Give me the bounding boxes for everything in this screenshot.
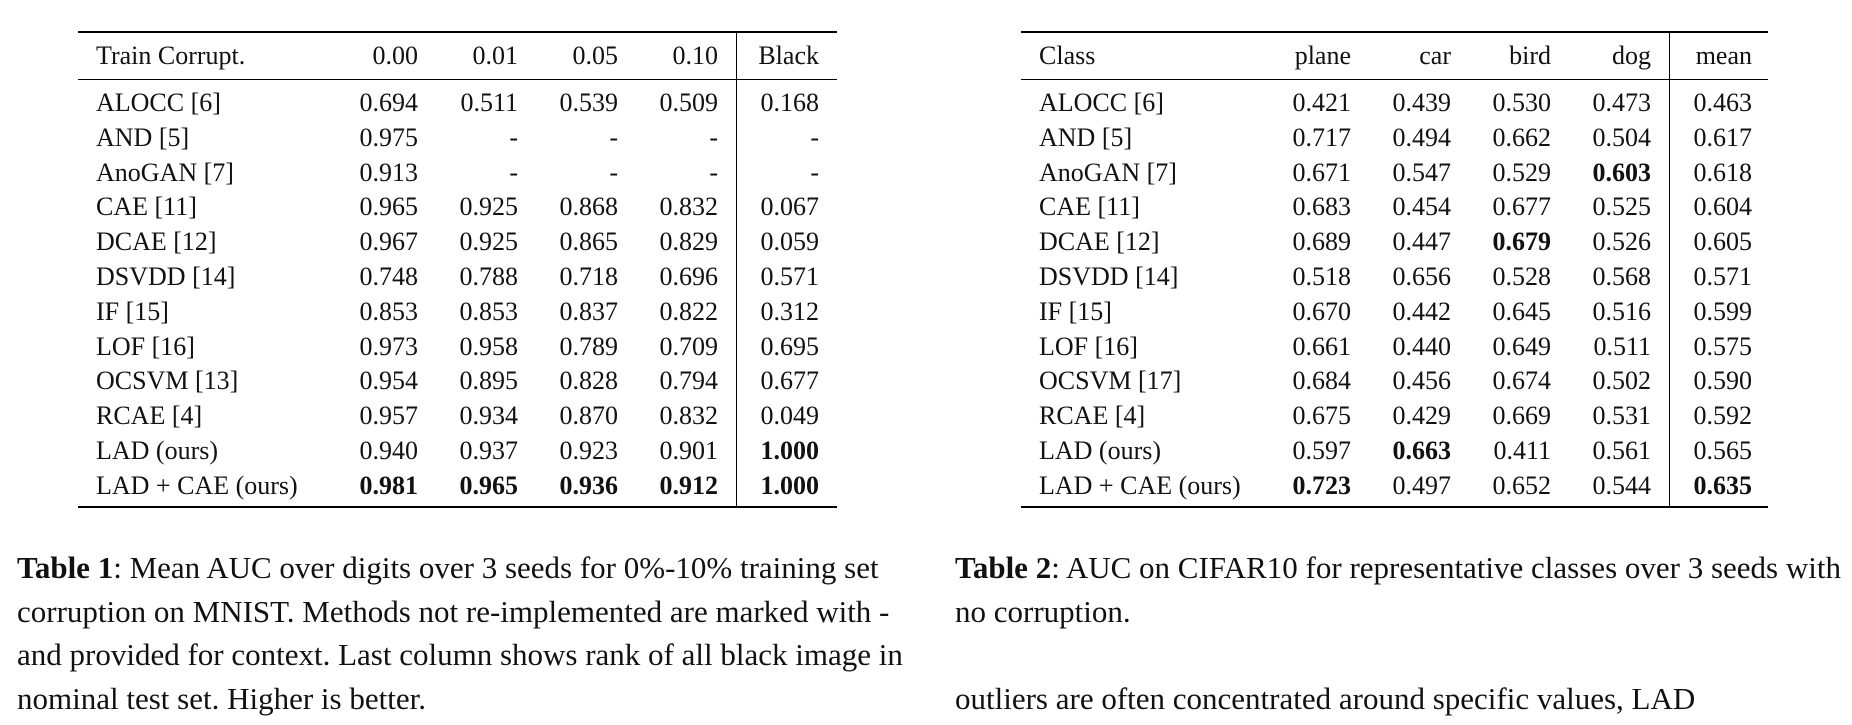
value-cell: 0.530 bbox=[1492, 88, 1551, 117]
value-cell: 0.674 bbox=[1492, 366, 1551, 396]
value-cell: 0.901 bbox=[659, 435, 718, 465]
value-cell: - bbox=[737, 156, 838, 191]
table-1-header-row bbox=[78, 32, 837, 80]
value-cell: 0.671 bbox=[1292, 157, 1351, 187]
method-cell: AND [5] bbox=[1039, 122, 1133, 152]
method-cell: IF [15] bbox=[1039, 296, 1112, 326]
method-cell: RCAE [4] bbox=[1039, 401, 1146, 431]
value-cell: 0.684 bbox=[1292, 366, 1351, 396]
value-cell-best: 0.663 bbox=[1392, 435, 1451, 465]
value-cell: - bbox=[509, 122, 518, 152]
value-cell: 0.442 bbox=[1392, 296, 1451, 326]
value-cell: 0.473 bbox=[1592, 88, 1651, 117]
method-cell: ALOCC [6] bbox=[1039, 88, 1164, 117]
value-cell: 0.168 bbox=[737, 80, 838, 121]
table-row bbox=[78, 434, 837, 469]
value-cell-best: 0.635 bbox=[1670, 469, 1769, 507]
value-cell: 0.934 bbox=[459, 401, 518, 431]
table-1-header-0-05: 0.05 bbox=[518, 32, 618, 80]
value-cell: 0.957 bbox=[359, 401, 418, 431]
table-row bbox=[1021, 80, 1768, 121]
value-cell: 0.670 bbox=[1292, 296, 1351, 326]
value-cell: 0.531 bbox=[1592, 401, 1651, 431]
table-row bbox=[78, 121, 837, 156]
method-cell: IF [15] bbox=[96, 296, 169, 326]
value-cell: 0.923 bbox=[559, 435, 618, 465]
value-cell-best: 0.981 bbox=[359, 470, 418, 500]
value-cell: 0.853 bbox=[459, 296, 518, 326]
table-row bbox=[1021, 399, 1768, 434]
method-cell: CAE [11] bbox=[96, 192, 197, 222]
table-row bbox=[1021, 190, 1768, 225]
table-row bbox=[1021, 364, 1768, 399]
method-cell: LOF [16] bbox=[1039, 331, 1138, 361]
table-2 bbox=[1021, 31, 1768, 508]
value-cell: 0.568 bbox=[1592, 261, 1651, 291]
value-cell: 0.312 bbox=[737, 295, 838, 330]
value-cell-best: 0.679 bbox=[1492, 227, 1551, 257]
value-cell: 0.940 bbox=[359, 435, 418, 465]
table-1-header-0-10: 0.10 bbox=[618, 32, 737, 80]
value-cell: 0.518 bbox=[1292, 261, 1351, 291]
table-row bbox=[1021, 260, 1768, 295]
value-cell: 0.669 bbox=[1492, 401, 1551, 431]
value-cell: 0.832 bbox=[659, 192, 718, 222]
method-cell: AnoGAN [7] bbox=[96, 157, 234, 187]
value-cell: - bbox=[609, 157, 618, 187]
value-cell: 0.675 bbox=[1292, 401, 1351, 431]
value-cell: 0.618 bbox=[1670, 156, 1769, 191]
table-1-header-black: Black bbox=[737, 32, 838, 80]
value-cell: 0.597 bbox=[1292, 435, 1351, 465]
method-cell: OCSVM [13] bbox=[96, 366, 239, 396]
value-cell: 0.958 bbox=[459, 331, 518, 361]
value-cell: 0.509 bbox=[659, 88, 718, 117]
value-cell: 0.689 bbox=[1292, 227, 1351, 257]
table-row bbox=[78, 469, 837, 507]
table-row bbox=[78, 225, 837, 260]
value-cell: 0.440 bbox=[1392, 331, 1451, 361]
value-cell: 0.717 bbox=[1292, 122, 1351, 152]
value-cell: 0.965 bbox=[359, 192, 418, 222]
method-cell: RCAE [4] bbox=[96, 401, 203, 431]
table-1-caption bbox=[17, 546, 912, 720]
value-cell: 0.411 bbox=[1493, 435, 1551, 465]
value-cell: 0.539 bbox=[559, 88, 618, 117]
value-cell: 0.502 bbox=[1592, 366, 1651, 396]
table-row bbox=[1021, 156, 1768, 191]
value-cell: 0.829 bbox=[659, 227, 718, 257]
value-cell: 0.828 bbox=[559, 366, 618, 396]
table-row bbox=[78, 80, 837, 121]
value-cell: 0.463 bbox=[1670, 80, 1769, 121]
value-cell: 0.677 bbox=[737, 364, 838, 399]
table-2-header-dog: dog bbox=[1551, 32, 1670, 80]
table-2-header-mean: mean bbox=[1670, 32, 1769, 80]
table-row bbox=[78, 364, 837, 399]
method-cell: LAD (ours) bbox=[96, 435, 219, 465]
value-cell: 0.645 bbox=[1492, 296, 1551, 326]
value-cell: 0.975 bbox=[359, 122, 418, 152]
method-cell: DCAE [12] bbox=[1039, 227, 1160, 257]
value-cell: 0.599 bbox=[1670, 295, 1769, 330]
value-cell: 0.967 bbox=[359, 227, 418, 257]
value-cell-best: 0.603 bbox=[1592, 157, 1651, 187]
method-cell: LAD + CAE (ours) bbox=[96, 470, 298, 500]
value-cell: 0.789 bbox=[559, 331, 618, 361]
method-cell: AND [5] bbox=[96, 122, 190, 152]
table-1-caption-label: Table 1 bbox=[17, 550, 114, 585]
value-cell-best: 0.936 bbox=[559, 470, 618, 500]
value-cell: 0.439 bbox=[1392, 88, 1451, 117]
table-row bbox=[78, 295, 837, 330]
method-cell: LOF [16] bbox=[96, 331, 195, 361]
table-1-header-0-00: 0.00 bbox=[322, 32, 418, 80]
table-row bbox=[1021, 469, 1768, 507]
value-cell: 0.925 bbox=[459, 192, 518, 222]
value-cell: 0.525 bbox=[1592, 192, 1651, 222]
value-cell: 0.696 bbox=[659, 261, 718, 291]
table-row bbox=[78, 190, 837, 225]
table-row bbox=[78, 399, 837, 434]
value-cell-best: 0.965 bbox=[459, 470, 518, 500]
method-cell: LAD + CAE (ours) bbox=[1039, 470, 1241, 500]
value-cell: 0.865 bbox=[559, 227, 618, 257]
value-cell: 0.561 bbox=[1592, 435, 1651, 465]
value-cell: 0.526 bbox=[1592, 227, 1651, 257]
value-cell: 0.794 bbox=[659, 366, 718, 396]
method-cell: DSVDD [14] bbox=[1039, 261, 1179, 291]
value-cell: 0.694 bbox=[359, 88, 418, 117]
table-row bbox=[1021, 225, 1768, 260]
method-cell: ALOCC [6] bbox=[96, 88, 221, 117]
table-2-caption-text: : AUC on CIFAR10 for representative classes over 3 seeds with no corruption. bbox=[955, 550, 1841, 629]
value-cell: 0.592 bbox=[1670, 399, 1769, 434]
value-cell: 0.575 bbox=[1670, 330, 1769, 365]
value-cell: 0.868 bbox=[559, 192, 618, 222]
table-1 bbox=[78, 31, 837, 508]
value-cell: 0.718 bbox=[559, 261, 618, 291]
table-2-header-bird: bird bbox=[1451, 32, 1551, 80]
method-cell: CAE [11] bbox=[1039, 192, 1140, 222]
value-cell: 0.494 bbox=[1392, 122, 1451, 152]
body-paragraph: outliers are often concentrated around specific values, LAD bbox=[955, 681, 1696, 716]
value-cell-best: 1.000 bbox=[737, 434, 838, 469]
table-row bbox=[1021, 330, 1768, 365]
value-cell: 0.429 bbox=[1392, 401, 1451, 431]
value-cell: - bbox=[709, 122, 718, 152]
table-row bbox=[1021, 121, 1768, 156]
value-cell: 0.853 bbox=[359, 296, 418, 326]
table-2-header-row bbox=[1021, 32, 1768, 80]
value-cell: 0.617 bbox=[1670, 121, 1769, 156]
method-cell: LAD (ours) bbox=[1039, 435, 1162, 465]
table-row bbox=[78, 260, 837, 295]
method-cell: DCAE [12] bbox=[96, 227, 217, 257]
value-cell-best: 1.000 bbox=[737, 469, 838, 507]
table-2-header-plane: plane bbox=[1255, 32, 1351, 80]
value-cell: 0.832 bbox=[659, 401, 718, 431]
table-1-header-method: Train Corrupt. bbox=[78, 32, 322, 80]
value-cell: 0.604 bbox=[1670, 190, 1769, 225]
value-cell: 0.504 bbox=[1592, 122, 1651, 152]
value-cell-best: 0.912 bbox=[659, 470, 718, 500]
table-row bbox=[78, 156, 837, 191]
value-cell: 0.447 bbox=[1392, 227, 1451, 257]
value-cell: 0.421 bbox=[1292, 88, 1351, 117]
value-cell: 0.925 bbox=[459, 227, 518, 257]
value-cell: 0.895 bbox=[459, 366, 518, 396]
value-cell: 0.709 bbox=[659, 331, 718, 361]
value-cell: 0.547 bbox=[1392, 157, 1451, 187]
table-row bbox=[78, 330, 837, 365]
method-cell: AnoGAN [7] bbox=[1039, 157, 1177, 187]
value-cell: 0.656 bbox=[1392, 261, 1451, 291]
value-cell: 0.516 bbox=[1592, 296, 1651, 326]
value-cell: 0.954 bbox=[359, 366, 418, 396]
value-cell: 0.662 bbox=[1492, 122, 1551, 152]
value-cell: 0.454 bbox=[1392, 192, 1451, 222]
value-cell: 0.788 bbox=[459, 261, 518, 291]
value-cell: 0.497 bbox=[1392, 470, 1451, 500]
value-cell: 0.683 bbox=[1292, 192, 1351, 222]
value-cell: 0.695 bbox=[737, 330, 838, 365]
value-cell: - bbox=[509, 157, 518, 187]
value-cell: 0.973 bbox=[359, 331, 418, 361]
value-cell: 0.067 bbox=[737, 190, 838, 225]
method-cell: DSVDD [14] bbox=[96, 261, 236, 291]
value-cell: 0.605 bbox=[1670, 225, 1769, 260]
value-cell-best: 0.723 bbox=[1292, 470, 1351, 500]
table-2-header-class: Class bbox=[1021, 32, 1255, 80]
value-cell: 0.456 bbox=[1392, 366, 1451, 396]
value-cell: 0.049 bbox=[737, 399, 838, 434]
value-cell: - bbox=[609, 122, 618, 152]
value-cell: 0.590 bbox=[1670, 364, 1769, 399]
table-row bbox=[1021, 295, 1768, 330]
table-1-caption-text: : Mean AUC over digits over 3 seeds for 0%-10% training set corruption on MNIST. Methods not re-implemented are marked with - and provided for context. Last column shows rank of all black image in nominal test set. Higher is better. bbox=[17, 550, 903, 716]
table-2-caption-label: Table 2 bbox=[955, 550, 1052, 585]
value-cell: 0.511 bbox=[1593, 331, 1651, 361]
table-2-header-car: car bbox=[1351, 32, 1451, 80]
value-cell: 0.571 bbox=[1670, 260, 1769, 295]
method-cell: OCSVM [17] bbox=[1039, 366, 1182, 396]
value-cell: 0.528 bbox=[1492, 261, 1551, 291]
table-2-caption bbox=[955, 546, 1845, 633]
value-cell: 0.652 bbox=[1492, 470, 1551, 500]
value-cell: - bbox=[709, 157, 718, 187]
value-cell: 0.511 bbox=[460, 88, 518, 117]
value-cell: 0.565 bbox=[1670, 434, 1769, 469]
value-cell: 0.661 bbox=[1292, 331, 1351, 361]
value-cell: 0.544 bbox=[1592, 470, 1651, 500]
table-row bbox=[1021, 434, 1768, 469]
value-cell: 0.822 bbox=[659, 296, 718, 326]
value-cell: 0.677 bbox=[1492, 192, 1551, 222]
value-cell: 0.059 bbox=[737, 225, 838, 260]
value-cell: - bbox=[737, 121, 838, 156]
value-cell: 0.913 bbox=[359, 157, 418, 187]
table-1-header-0-01: 0.01 bbox=[418, 32, 518, 80]
value-cell: 0.649 bbox=[1492, 331, 1551, 361]
value-cell: 0.870 bbox=[559, 401, 618, 431]
value-cell: 0.529 bbox=[1492, 157, 1551, 187]
value-cell: 0.571 bbox=[737, 260, 838, 295]
value-cell: 0.837 bbox=[559, 296, 618, 326]
value-cell: 0.937 bbox=[459, 435, 518, 465]
value-cell: 0.748 bbox=[359, 261, 418, 291]
